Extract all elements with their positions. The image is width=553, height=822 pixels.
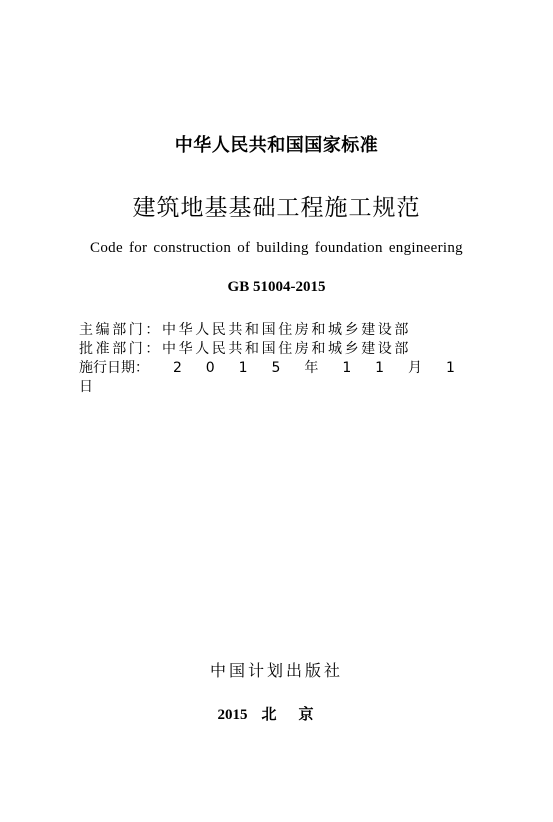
- approver-line: [79, 340, 455, 359]
- date-part: 月: [408, 360, 423, 376]
- date-label: 施行日期：: [79, 360, 149, 376]
- date-part: 1: [375, 360, 385, 376]
- date-part: 0: [205, 360, 215, 376]
- imprint-city: 北京: [261, 705, 336, 723]
- standard-number: GB 51004-2015: [227, 279, 326, 295]
- imprint-year: 2015: [217, 707, 248, 723]
- issuance-info: [79, 321, 455, 397]
- imprint-line: [0, 703, 553, 724]
- publisher-name: 中国计划出版社: [209, 661, 343, 680]
- editor-label: 主编部门：: [79, 322, 162, 338]
- date-part: 1: [238, 360, 248, 376]
- effective-date-line: [79, 359, 455, 378]
- date-part: 1: [445, 360, 455, 376]
- date-day-char: 日: [79, 379, 93, 395]
- document-title-english: Code for construction of building foundation engineering: [90, 240, 463, 256]
- approver-label: 批准部门：: [79, 341, 162, 357]
- document-title-chinese: 建筑地基基础工程施工规范: [132, 195, 421, 221]
- approver-value: 中华人民共和国住房和城乡建设部: [162, 341, 411, 357]
- date-part: 年: [304, 360, 319, 376]
- editor-line: [79, 321, 455, 340]
- editor-value: 中华人民共和国住房和城乡建设部: [162, 322, 411, 338]
- date-part: 5: [271, 360, 281, 376]
- date-part: 2: [172, 360, 182, 376]
- national-standard-heading: 中华人民共和国国家标准: [174, 135, 379, 156]
- date-part: 1: [342, 360, 352, 376]
